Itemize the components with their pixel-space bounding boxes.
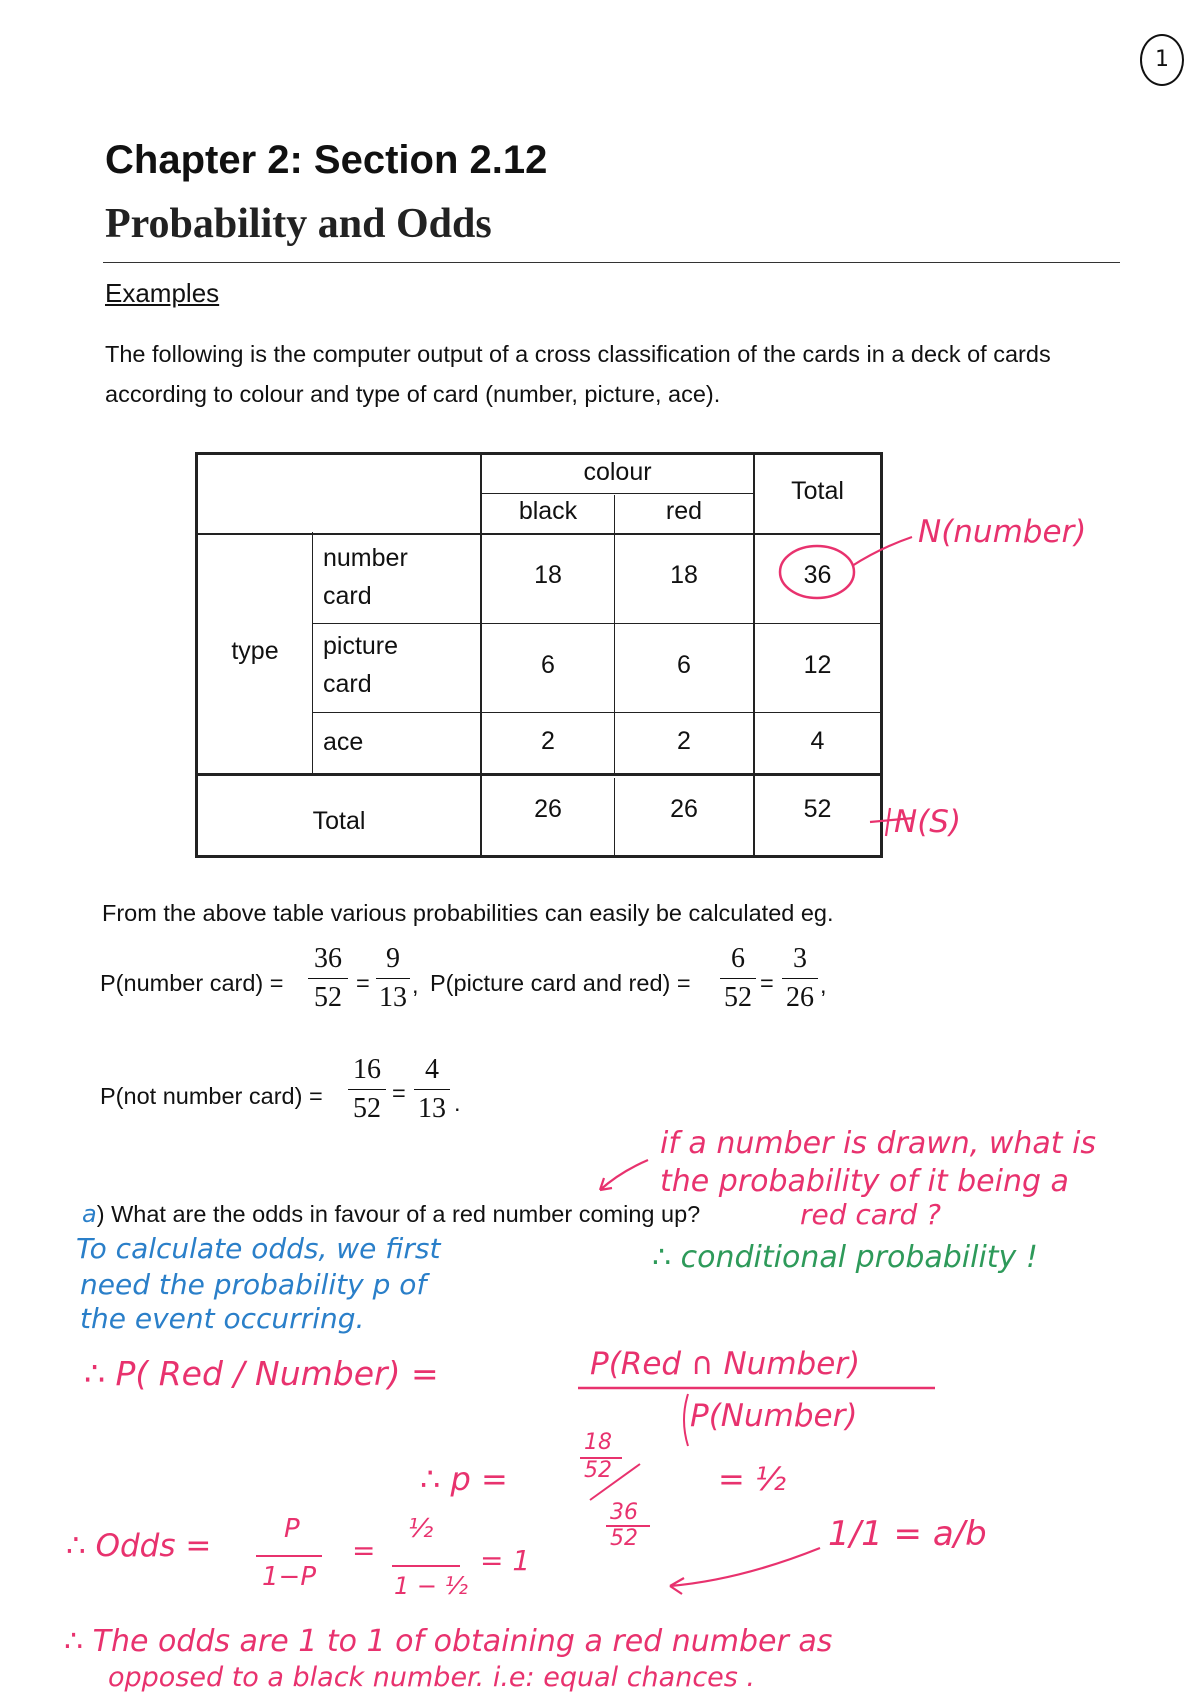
table-cell: 26 xyxy=(670,795,698,823)
examples-heading: Examples xyxy=(105,278,220,308)
odds-equals: = xyxy=(352,1534,376,1567)
conclusion-line2: opposed to a black number. i.e: equal chances . xyxy=(108,1662,756,1693)
conclusion-line1: ∴ The odds are 1 to 1 of obtaining a red number as xyxy=(64,1624,833,1659)
probabilities-intro: From the above table various probabilities can easily be calculated eg. xyxy=(102,900,834,926)
column-header-total: Total xyxy=(791,477,844,505)
odds-half-denominator: 1 − ½ xyxy=(394,1572,468,1600)
odds-fraction-numerator: P xyxy=(284,1514,300,1544)
fraction-4-13: 4 13 xyxy=(414,1053,450,1126)
table-cell-circled: 36 xyxy=(803,561,832,589)
page-number: 1 xyxy=(1140,34,1184,86)
fraction-3-26: 3 26 xyxy=(782,942,818,1015)
odds-result: = 1 xyxy=(480,1544,531,1577)
annotation-n-number: N(number) xyxy=(918,514,1087,550)
blue-note-line2: need the probability p of xyxy=(80,1268,427,1301)
total-row-label: Total xyxy=(312,807,366,835)
row-label-ace: ace xyxy=(323,728,364,756)
table-cell: 26 xyxy=(534,795,562,823)
note-red-card: red card ? xyxy=(800,1198,942,1231)
odds-half-numerator: ½ xyxy=(408,1514,434,1544)
fraction-6-52: 6 52 xyxy=(720,942,756,1015)
table-cell: 2 xyxy=(677,727,691,755)
fraction-36-52: 36 52 xyxy=(308,942,348,1015)
comma: , xyxy=(412,972,419,998)
column-header-red: red xyxy=(665,497,703,525)
table-cell: 6 xyxy=(677,651,691,679)
table-cell: 18 xyxy=(670,561,698,589)
arrow-to-odds xyxy=(670,1548,820,1594)
ratio-a-b: 1/1 = a/b xyxy=(828,1514,987,1554)
section-title: Probability and Odds xyxy=(105,201,492,247)
eq-number-card-lhs: P(number card) = xyxy=(100,970,284,996)
p-equals: ∴ p = xyxy=(420,1460,508,1498)
blue-note-line1: To calculate odds, we first xyxy=(76,1232,441,1265)
odds-fraction-denominator: 1−P xyxy=(262,1562,317,1592)
conditional-denominator: P(Number) xyxy=(690,1398,858,1434)
note-conditional-probability: ∴ conditional probability ! xyxy=(652,1240,1038,1275)
row-label-picture: picture card xyxy=(323,632,399,698)
question-a: a) What are the odds in favour of a red number coming up? xyxy=(82,1200,701,1228)
pointer-n-s xyxy=(870,808,914,836)
equals-sign: = xyxy=(356,970,370,996)
eq-not-number-lhs: P(not number card) = xyxy=(100,1083,323,1109)
arrow-to-question xyxy=(600,1160,648,1190)
row-group-label: type xyxy=(231,637,279,665)
circle-36-mark xyxy=(780,546,854,598)
equals-sign: = xyxy=(760,970,774,996)
fraction-16-52: 16 52 xyxy=(348,1053,386,1126)
period: . xyxy=(454,1090,461,1116)
conditional-numerator: P(Red ∩ Number) xyxy=(590,1346,861,1382)
table-cell: 4 xyxy=(810,727,825,755)
comma: , xyxy=(820,972,827,998)
conditional-bracket xyxy=(684,1394,688,1446)
p-result-half: = ½ xyxy=(718,1460,786,1498)
p-main-bar xyxy=(590,1464,640,1500)
chapter-title: Chapter 2: Section 2.12 xyxy=(105,138,548,182)
equals-sign: = xyxy=(392,1080,406,1106)
pointer-n-number xyxy=(852,537,912,566)
table-cell: 18 xyxy=(534,561,562,589)
p-den-52: 52 xyxy=(610,1526,638,1551)
odds-lhs: ∴ Odds = xyxy=(66,1528,212,1564)
p-num-52: 52 xyxy=(584,1458,612,1483)
row-label-number: number card xyxy=(323,544,408,610)
colour-header: colour xyxy=(583,458,652,486)
table-cell: 6 xyxy=(541,651,555,679)
eq-picture-red-lhs: P(picture card and red) = xyxy=(430,970,691,996)
p-num-18: 18 xyxy=(584,1430,612,1455)
p-den-36: 36 xyxy=(610,1500,638,1525)
annotation-n-s: N(S) xyxy=(894,804,962,840)
table-cell: 2 xyxy=(541,727,555,755)
table-cell: 12 xyxy=(803,651,832,679)
note-probability-red: the probability of it being a xyxy=(660,1164,1069,1199)
blue-note-line3: the event occurring. xyxy=(80,1302,365,1335)
fraction-9-13: 9 13 xyxy=(376,942,410,1015)
conditional-probability-lhs: ∴ P( Red / Number) = xyxy=(84,1354,439,1393)
column-header-black: black xyxy=(518,497,578,525)
intro-paragraph: The following is the computer output of a cross classification of the cards in a deck of cards according to colour and type of card (number, picture, ace). xyxy=(105,341,1051,407)
note-if-number-drawn: if a number is drawn, what is xyxy=(660,1126,1097,1161)
table-cell: 52 xyxy=(803,795,832,823)
